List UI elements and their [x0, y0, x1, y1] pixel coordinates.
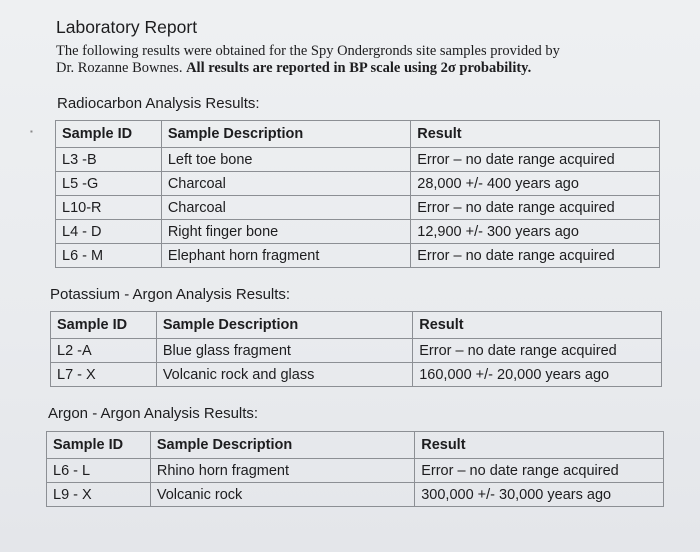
spacer-cell — [341, 196, 411, 220]
spacer-cell — [336, 363, 413, 387]
report-title: Laboratory Report — [56, 17, 198, 37]
sample-description-cell: Volcanic rock and glass — [156, 363, 336, 387]
sample-description-cell: Left toe bone — [161, 148, 341, 172]
table-header-row — [56, 121, 660, 148]
sample-id-cell: L5 -G — [56, 172, 162, 196]
result-cell: Error – no date range acquired — [413, 339, 662, 363]
potassium-argon-results-table — [50, 311, 662, 387]
sample-description-cell: Charcoal — [161, 172, 341, 196]
table-row — [51, 339, 662, 363]
spacer-cell — [336, 339, 413, 363]
spacer-cell — [341, 244, 411, 268]
result-cell: Error – no date range acquired — [411, 244, 660, 268]
report-intro — [56, 43, 656, 77]
result-cell: 28,000 +/- 400 years ago — [411, 172, 660, 196]
sample-id-cell: L2 -A — [51, 339, 157, 363]
result-cell: 160,000 +/- 20,000 years ago — [413, 363, 662, 387]
header-sample-id: Sample ID — [47, 432, 151, 459]
sample-id-cell: L3 -B — [56, 148, 162, 172]
header-result: Result — [413, 312, 662, 339]
potassium-argon-section-title: Potassium - Argon Analysis Results: — [50, 286, 291, 303]
table-row — [56, 172, 660, 196]
result-cell: 300,000 +/- 30,000 years ago — [415, 483, 664, 507]
spacer-cell — [330, 459, 415, 483]
sample-description-cell: Blue glass fragment — [156, 339, 336, 363]
header-sample-description: Sample Description — [150, 432, 330, 459]
header-sample-description: Sample Description — [161, 121, 341, 148]
table-row — [51, 363, 662, 387]
table-header-row — [47, 432, 664, 459]
table-row — [56, 220, 660, 244]
header-sample-description: Sample Description — [156, 312, 336, 339]
sample-id-cell: L9 - X — [47, 483, 151, 507]
sample-description-cell: Volcanic rock — [150, 483, 330, 507]
intro-line-2 — [56, 60, 656, 77]
sample-id-cell: L4 - D — [56, 220, 162, 244]
radiocarbon-section-title: Radiocarbon Analysis Results: — [57, 95, 260, 112]
spacer-cell — [330, 483, 415, 507]
table-row — [56, 244, 660, 268]
sample-id-cell: L6 - M — [56, 244, 162, 268]
result-cell: 12,900 +/- 300 years ago — [411, 220, 660, 244]
result-cell: Error – no date range acquired — [411, 196, 660, 220]
header-sample-id: Sample ID — [56, 121, 162, 148]
intro-line-2-plain: Dr. Rozanne Bownes. — [56, 60, 187, 76]
page-speck: ▪ — [30, 127, 33, 136]
sample-id-cell: L10-R — [56, 196, 162, 220]
table-row — [56, 196, 660, 220]
table-row — [47, 459, 664, 483]
header-result: Result — [411, 121, 660, 148]
sample-description-cell: Charcoal — [161, 196, 341, 220]
sample-description-cell: Right finger bone — [161, 220, 341, 244]
result-cell: Error – no date range acquired — [415, 459, 664, 483]
header-spacer — [341, 121, 411, 148]
sample-id-cell: L7 - X — [51, 363, 157, 387]
sample-description-cell: Rhino horn fragment — [150, 459, 330, 483]
spacer-cell — [341, 172, 411, 196]
intro-line-2-bold: All results are reported in BP scale using 2σ probability. — [186, 60, 532, 76]
spacer-cell — [341, 220, 411, 244]
radiocarbon-results-table — [55, 120, 660, 268]
table-row — [47, 483, 664, 507]
table-header-row — [51, 312, 662, 339]
header-result: Result — [415, 432, 664, 459]
intro-line-1: The following results were obtained for the Spy Ondergronds site samples provided by — [56, 43, 560, 59]
table-row — [56, 148, 660, 172]
argon-argon-section-title: Argon - Argon Analysis Results: — [48, 405, 259, 422]
sample-description-cell: Elephant horn fragment — [161, 244, 341, 268]
sample-id-cell: L6 - L — [47, 459, 151, 483]
header-sample-id: Sample ID — [51, 312, 157, 339]
result-cell: Error – no date range acquired — [411, 148, 660, 172]
header-spacer — [330, 432, 415, 459]
header-spacer — [336, 312, 413, 339]
spacer-cell — [341, 148, 411, 172]
argon-argon-results-table — [46, 431, 664, 507]
